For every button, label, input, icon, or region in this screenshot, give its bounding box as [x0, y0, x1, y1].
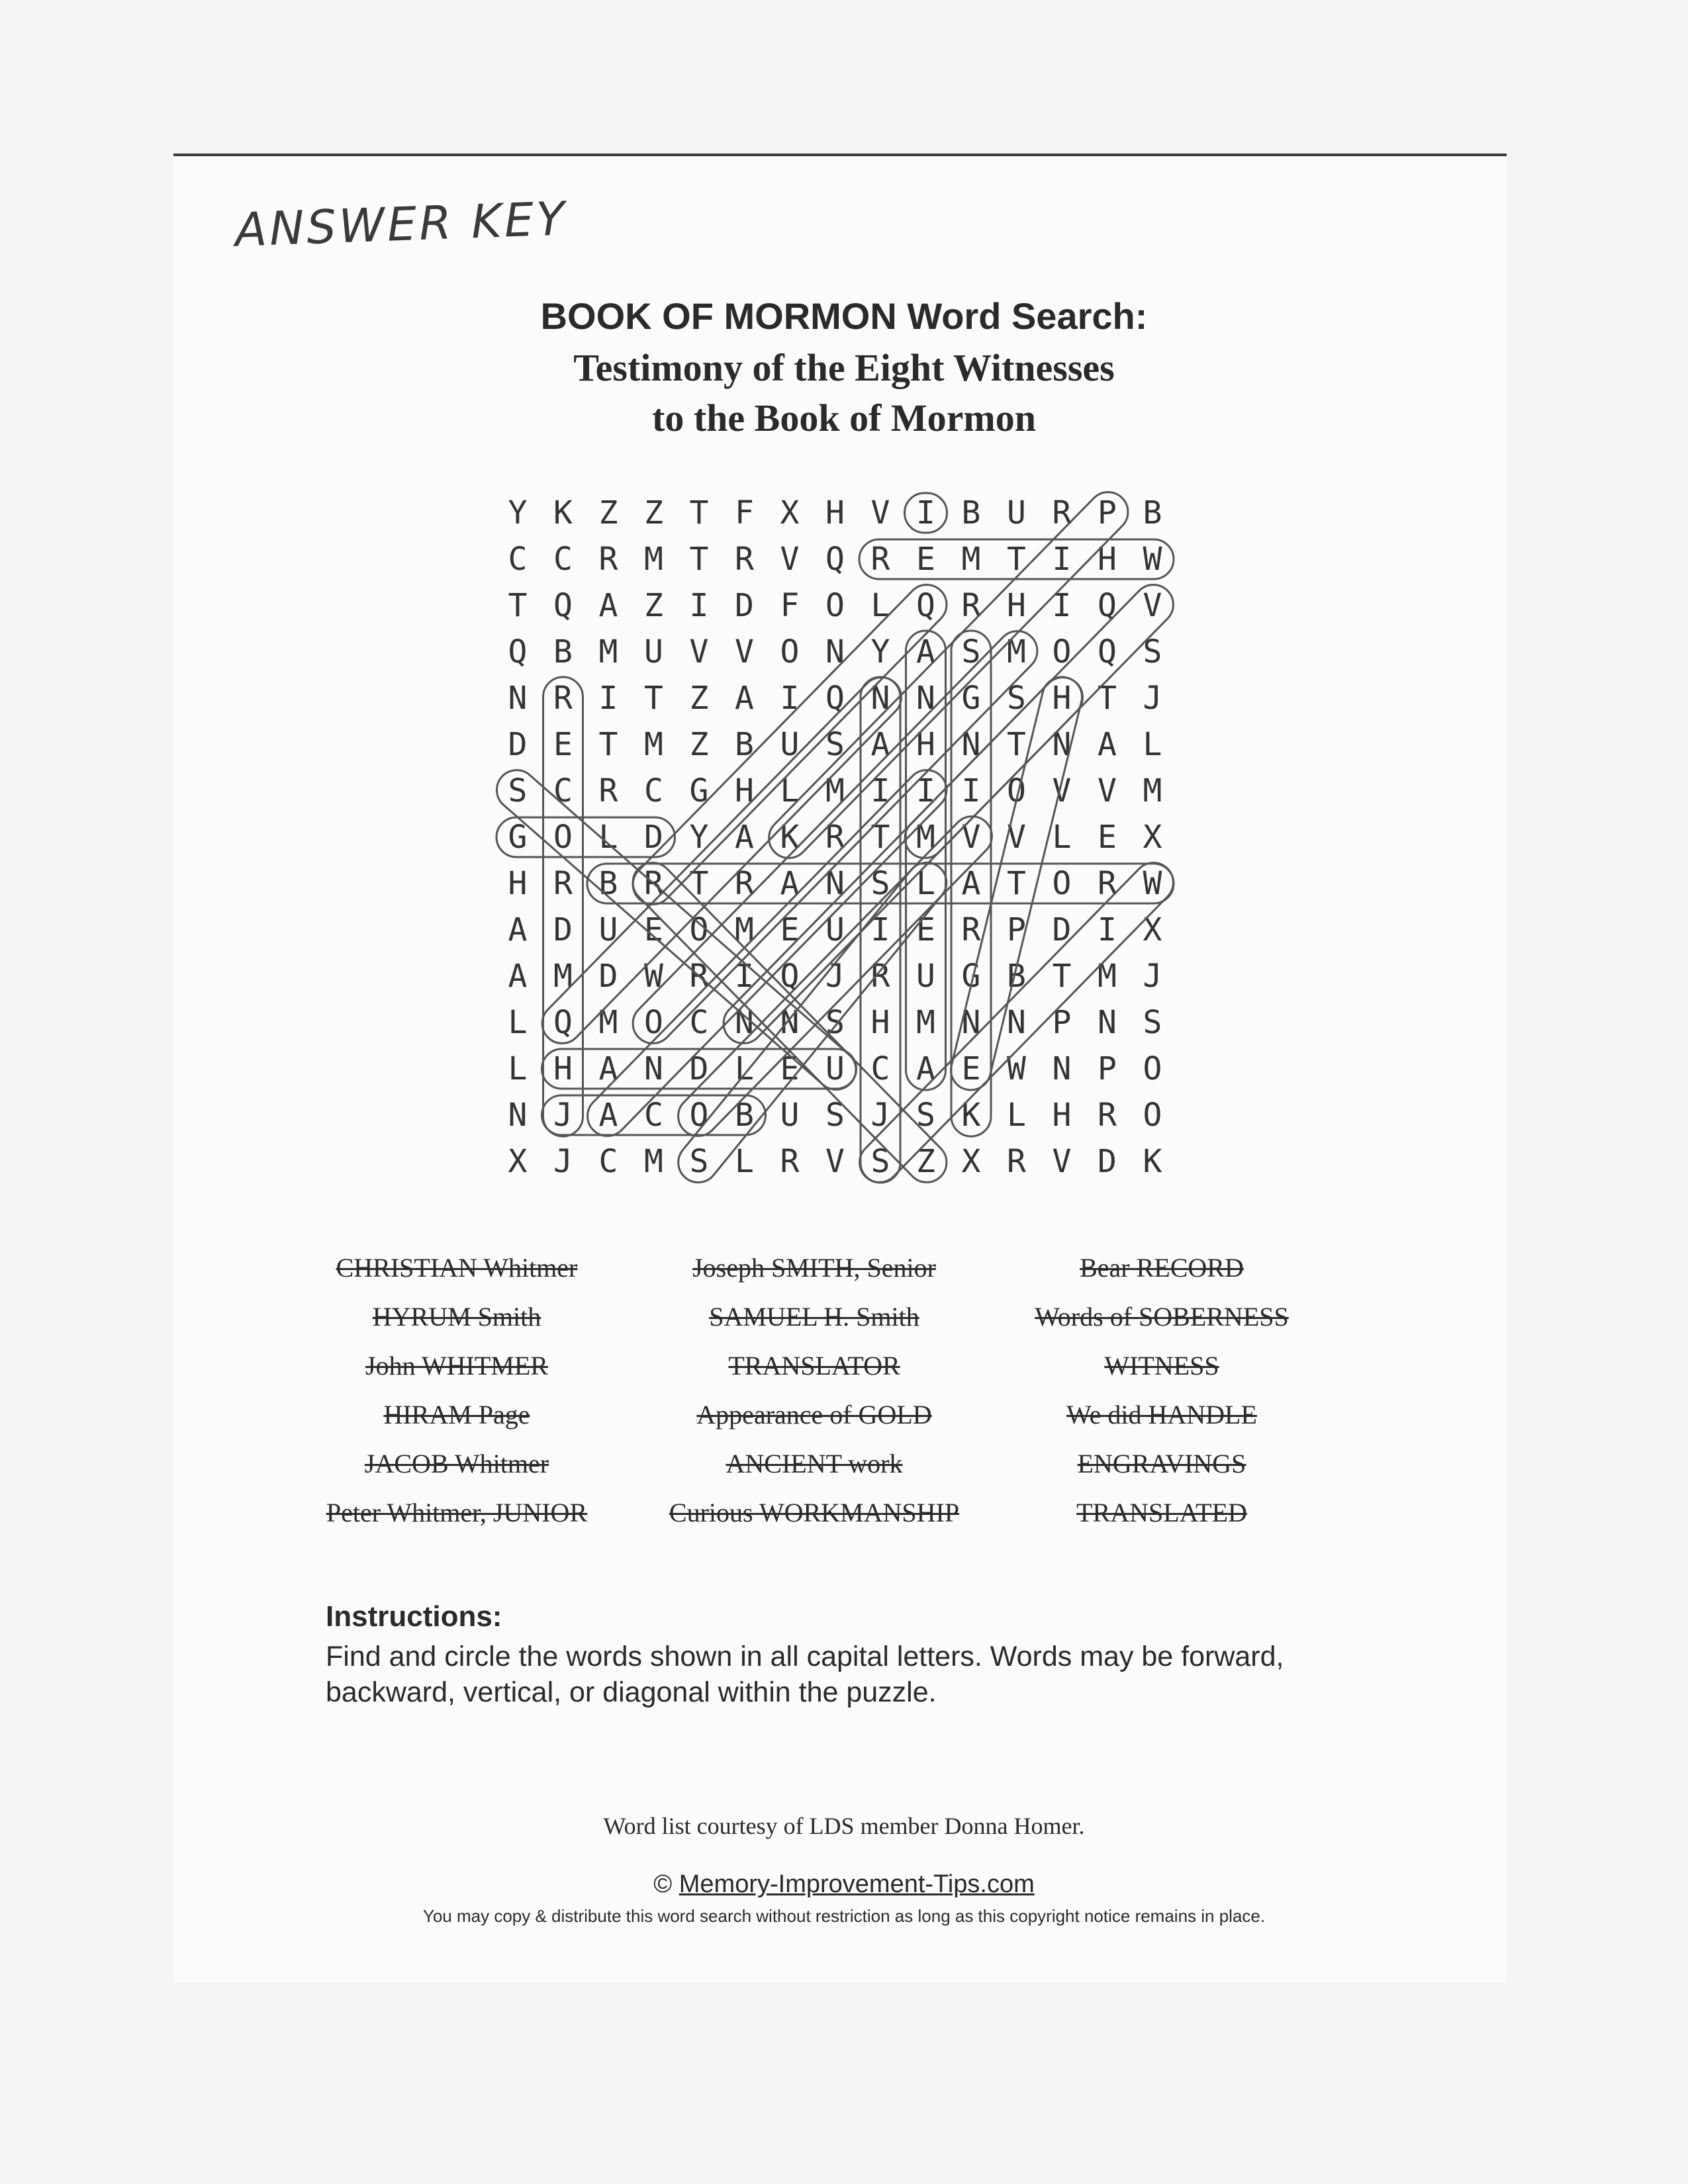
grid-letter: Y [689, 819, 709, 856]
grid-letter: J [1143, 680, 1162, 717]
grid-letter: W [1007, 1050, 1026, 1087]
grid-letter: M [1007, 633, 1026, 670]
grid-letter: C [598, 1143, 618, 1180]
grid-letter: B [553, 633, 573, 670]
grid-letter: V [825, 1143, 845, 1180]
grid-letter: I [916, 772, 935, 809]
grid-letter: I [689, 587, 709, 624]
grid-letter: F [735, 494, 754, 531]
grid-letter: B [1007, 958, 1026, 995]
grid-letter: X [1143, 819, 1162, 856]
site-link[interactable]: Memory-Improvement-Tips.com [679, 1870, 1035, 1898]
grid-letter: M [916, 819, 935, 856]
word-list-item: TRANSLATED [1076, 1498, 1247, 1527]
word-list-item: Curious WORKMANSHIP [669, 1498, 960, 1527]
grid-letter: O [689, 911, 709, 948]
word-list-item: WITNESS [1104, 1351, 1219, 1381]
grid-letter: A [916, 1050, 935, 1087]
grid-letter: A [598, 1097, 618, 1134]
grid-letter: N [1052, 726, 1072, 763]
grid-letter: B [1143, 494, 1162, 531]
grid-letter: D [644, 819, 663, 856]
answer-oval [543, 677, 583, 1136]
grid-letter: T [870, 819, 890, 856]
grid-letter: Z [598, 494, 618, 531]
grid-letter: H [735, 772, 754, 809]
grid-letter: T [689, 541, 709, 578]
grid-letter: O [1052, 633, 1072, 670]
grid-letter: R [780, 1143, 800, 1180]
grid-letter: H [1007, 587, 1026, 624]
grid-letter: A [735, 680, 754, 717]
grid-letter: W [1143, 541, 1162, 578]
grid-letter: T [598, 726, 618, 763]
grid-letter: Z [644, 494, 663, 531]
grid-letter: S [689, 1143, 709, 1180]
grid-letter: D [598, 958, 618, 995]
answer-oval [534, 669, 910, 1052]
grid-letter: A [508, 958, 528, 995]
grid-letter: Q [825, 541, 845, 578]
grid-letter: J [1143, 958, 1162, 995]
grid-letter: R [598, 541, 618, 578]
grid-letter: E [553, 726, 573, 763]
grid-letter: A [961, 865, 981, 902]
grid-letter: A [598, 587, 618, 624]
grid-letter: J [825, 958, 845, 995]
grid-letter: A [916, 633, 935, 670]
grid-letter: D [735, 587, 754, 624]
grid-letter: V [1143, 587, 1162, 624]
word-list-item: HIRAM Page [383, 1400, 530, 1430]
grid-letter: D [508, 726, 528, 763]
grid-letter: O [1143, 1097, 1162, 1134]
grid-letter: Q [508, 633, 528, 670]
grid-letter: Q [1098, 633, 1117, 670]
grid-letter: Z [644, 587, 663, 624]
answer-oval [947, 673, 1086, 1094]
grid-letter: O [1007, 772, 1026, 809]
grid-letter: K [1143, 1143, 1162, 1180]
grid-letter: H [1052, 1097, 1072, 1134]
answer-oval [951, 631, 991, 1136]
word-list-item: John WHITMER [365, 1351, 548, 1381]
grid-letter: Q [553, 587, 573, 624]
grid-letter: X [508, 1143, 528, 1180]
grid-letter: V [735, 633, 754, 670]
grid-letter: N [780, 1004, 800, 1041]
grid-letter: U [825, 1050, 845, 1087]
word-list-item: We did HANDLE [1066, 1400, 1257, 1430]
grid-letter: I [1098, 911, 1117, 948]
grid-letter: N [961, 726, 981, 763]
grid-letter: I [961, 772, 981, 809]
grid-letter: P [1098, 1050, 1117, 1087]
copyright-notice: You may copy & distribute this word search without restriction as long as this copyright notice remains in place. [422, 1906, 1266, 1926]
grid-letter: Z [689, 680, 709, 717]
grid-letter: M [553, 958, 573, 995]
grid-letter: O [825, 587, 845, 624]
grid-letter: C [553, 541, 573, 578]
grid-letter: U [780, 726, 800, 763]
grid-letter: O [1143, 1050, 1162, 1087]
grid-letter: T [644, 680, 663, 717]
copyright-line [0, 1870, 1688, 1899]
grid-letter: P [1052, 1004, 1072, 1041]
grid-letter: Z [689, 726, 709, 763]
grid-letter: D [689, 1050, 709, 1087]
grid-letter: E [780, 1050, 800, 1087]
grid-letter: R [1098, 1097, 1117, 1134]
word-list-item: ENGRAVINGS [1077, 1449, 1246, 1479]
grid-letter: I [735, 958, 754, 995]
grid-letter: R [1007, 1143, 1026, 1180]
grid-letter: I [780, 680, 800, 717]
grid-letter: M [735, 911, 754, 948]
credit-line: Word list courtesy of LDS member Donna Homer. [603, 1813, 1085, 1839]
instructions-heading: Instructions: [326, 1600, 502, 1633]
grid-letter: Q [553, 1004, 573, 1041]
grid-letter: Y [508, 494, 528, 531]
grid-letter: D [1052, 911, 1072, 948]
word-list-item: ANCIENT work [726, 1449, 903, 1479]
grid-letter: E [1098, 819, 1117, 856]
grid-letter: R [553, 865, 573, 902]
grid-letter: P [1007, 911, 1026, 948]
grid-letter: J [553, 1143, 573, 1180]
grid-letter: W [644, 958, 663, 995]
grid-letter: J [870, 1097, 890, 1134]
grid-letter: O [689, 1097, 709, 1134]
grid-letter: F [780, 587, 800, 624]
grid-letter: L [916, 865, 935, 902]
grid-letter: X [1143, 911, 1162, 948]
grid-letter: R [870, 958, 890, 995]
answer-oval [859, 539, 1174, 579]
grid-letter: J [553, 1097, 573, 1134]
grid-letter: M [644, 1143, 663, 1180]
answer-oval [542, 1049, 857, 1089]
grid-letter: V [689, 633, 709, 670]
grid-letter: A [1098, 726, 1117, 763]
grid-letter: L [735, 1050, 754, 1087]
grid-letter: S [916, 1097, 935, 1134]
grid-letter: T [1007, 541, 1026, 578]
grid-letter: S [1143, 1004, 1162, 1041]
copyright-symbol: © [653, 1870, 673, 1898]
grid-letter: O [553, 819, 573, 856]
word-list-item: Peter Whitmer, JUNIOR [326, 1498, 588, 1527]
grid-letter: N [961, 1004, 981, 1041]
instructions-text: Find and circle the words shown in all capital letters. Words may be forward, backward, vertical, or diagonal within the puzzle. [326, 1641, 1284, 1708]
grid-letter: N [508, 1097, 528, 1134]
grid-letter: M [961, 541, 981, 578]
grid-letter: Q [780, 958, 800, 995]
grid-letter: E [916, 541, 935, 578]
grid-letter: N [644, 1050, 663, 1087]
grid-letter: A [870, 726, 890, 763]
grid-letter: H [1052, 680, 1072, 717]
grid-letter: Q [1098, 587, 1117, 624]
grid-letter: G [689, 772, 709, 809]
answer-oval [906, 631, 946, 1090]
grid-letter: H [870, 1004, 890, 1041]
grid-letter: I [598, 680, 618, 717]
grid-letter: T [689, 865, 709, 902]
grid-letter: T [1052, 958, 1072, 995]
grid-letter: S [1143, 633, 1162, 670]
grid-letter: G [961, 680, 981, 717]
grid-letter: I [1052, 541, 1072, 578]
grid-letter: B [961, 494, 981, 531]
grid-letter: C [689, 1004, 709, 1041]
grid-letter: O [644, 1004, 663, 1041]
grid-letter: S [825, 726, 845, 763]
grid-letter: T [1007, 726, 1026, 763]
grid-letter: R [1052, 494, 1072, 531]
grid-letter: X [780, 494, 800, 531]
grid-letter: O [780, 633, 800, 670]
grid-letter: A [598, 1050, 618, 1087]
grid-letter: N [825, 633, 845, 670]
grid-letter: K [961, 1097, 981, 1134]
grid-letter: U [1007, 494, 1026, 531]
grid-letter: L [780, 772, 800, 809]
grid-letter: T [1098, 680, 1117, 717]
grid-letter: A [780, 865, 800, 902]
grid-letter: M [598, 633, 618, 670]
title-line-3: to the Book of Mormon [652, 396, 1036, 439]
grid-letter: M [644, 726, 663, 763]
grid-letter: U [780, 1097, 800, 1134]
grid-letter: I [870, 772, 890, 809]
word-list-item: Words of SOBERNESS [1035, 1302, 1289, 1332]
grid-letter: Y [870, 633, 890, 670]
answer-oval [625, 623, 1046, 1052]
grid-letter: L [1143, 726, 1162, 763]
grid-letter: D [1098, 1143, 1117, 1180]
grid-letter: N [508, 680, 528, 717]
grid-letter: H [508, 865, 528, 902]
word-list-item: Joseph SMITH, Senior [692, 1253, 936, 1283]
grid-letter: N [1098, 1004, 1117, 1041]
grid-letter: S [961, 633, 981, 670]
grid-letter: U [598, 911, 618, 948]
grid-letter: E [961, 1050, 981, 1087]
grid-letter: M [644, 541, 663, 578]
grid-letter: D [553, 911, 573, 948]
grid-letter: B [735, 1097, 754, 1134]
word-list-item: SAMUEL H. Smith [709, 1302, 919, 1332]
grid-letter: V [1098, 772, 1117, 809]
grid-letter: P [1098, 494, 1117, 531]
grid-letter: R [870, 541, 890, 578]
grid-letter: N [916, 680, 935, 717]
grid-letter: G [508, 819, 528, 856]
word-list-item: TRANSLATOR [728, 1351, 900, 1381]
grid-letter: H [553, 1050, 573, 1087]
grid-letter: T [508, 587, 528, 624]
grid-letter: N [1007, 1004, 1026, 1041]
grid-letter: R [961, 587, 981, 624]
grid-letter: L [735, 1143, 754, 1180]
grid-letter: M [916, 1004, 935, 1041]
grid-letter: V [1007, 819, 1026, 856]
grid-letter: Q [916, 587, 935, 624]
grid-letter: S [870, 865, 890, 902]
answer-oval [587, 864, 1174, 903]
answer-oval [905, 493, 947, 533]
grid-letter: I [870, 911, 890, 948]
grid-letter: T [689, 494, 709, 531]
grid-letter: Z [916, 1143, 935, 1180]
grid-letter: R [735, 865, 754, 902]
word-list-item: CHRISTIAN Whitmer [336, 1253, 578, 1283]
grid-letter: I [1052, 587, 1072, 624]
grid-letter: V [780, 541, 800, 578]
grid-letter: S [870, 1143, 890, 1180]
word-list-item: HYRUM Smith [372, 1302, 541, 1332]
grid-letter: U [825, 911, 845, 948]
grid-letter: E [644, 911, 663, 948]
grid-letter: R [553, 680, 573, 717]
answer-oval [861, 677, 900, 1183]
grid-letter: C [553, 772, 573, 809]
answer-oval [761, 484, 1136, 866]
grid-letter: R [961, 911, 981, 948]
grid-letter: V [1052, 1143, 1072, 1180]
grid-letter: L [870, 587, 890, 624]
title-line-1: BOOK OF MORMON Word Search: [540, 295, 1148, 337]
grid-letter: M [825, 772, 845, 809]
word-list-item: JACOB Whitmer [364, 1449, 549, 1479]
grid-letter: R [644, 865, 663, 902]
grid-letter: K [553, 494, 573, 531]
grid-letter: M [1143, 772, 1162, 809]
grid-letter: T [1007, 865, 1026, 902]
grid-letter: S [1007, 680, 1026, 717]
grid-letter: M [1098, 958, 1117, 995]
grid-letter: C [644, 1097, 663, 1134]
grid-letter: S [825, 1097, 845, 1134]
grid-letter: A [508, 911, 528, 948]
grid-letter: N [825, 865, 845, 902]
grid-letter: L [1052, 819, 1072, 856]
grid-letter: L [508, 1004, 528, 1041]
grid-letter: B [735, 726, 754, 763]
grid-letter: R [689, 958, 709, 995]
grid-letter: R [825, 819, 845, 856]
grid-letter: Q [825, 680, 845, 717]
grid-letter: N [870, 680, 890, 717]
grid-letter: L [1007, 1097, 1026, 1134]
grid-letter: V [961, 819, 981, 856]
grid-letter: U [644, 633, 663, 670]
grid-letter: K [780, 819, 800, 856]
grid-letter: V [870, 494, 890, 531]
grid-letter: C [870, 1050, 890, 1087]
grid-letter: W [1143, 865, 1162, 902]
grid-letter: H [825, 494, 845, 531]
grid-letter: C [508, 541, 528, 578]
grid-letter: M [598, 1004, 618, 1041]
grid-letter: I [916, 494, 935, 531]
word-list-item: Bear RECORD [1080, 1253, 1244, 1283]
grid-letter: N [1052, 1050, 1072, 1087]
grid-letter: O [1052, 865, 1072, 902]
grid-letter: C [644, 772, 663, 809]
grid-letter: B [598, 865, 618, 902]
grid-letter: N [735, 1004, 754, 1041]
grid-letter: H [916, 726, 935, 763]
handwritten-answer-key: ANSWER KEY [234, 191, 569, 257]
grid-letter: E [916, 911, 935, 948]
grid-letter: X [961, 1143, 981, 1180]
word-list-item: Appearance of GOLD [696, 1400, 932, 1430]
grid-letter: R [598, 772, 618, 809]
grid-letter: A [735, 819, 754, 856]
grid-letter: S [825, 1004, 845, 1041]
grid-letter: R [1098, 865, 1117, 902]
grid-letter: L [508, 1050, 528, 1087]
answer-oval [542, 1095, 766, 1135]
grid-letter: U [916, 958, 935, 995]
grid-letter: H [1098, 541, 1117, 578]
grid-letter: S [508, 772, 528, 809]
grid-letter: G [961, 958, 981, 995]
grid-letter: V [1052, 772, 1072, 809]
grid-letter: L [598, 819, 618, 856]
title-line-2: Testimony of the Eight Witnesses [573, 346, 1115, 389]
grid-letter: R [735, 541, 754, 578]
answer-oval [579, 762, 955, 1144]
grid-letter: E [780, 911, 800, 948]
